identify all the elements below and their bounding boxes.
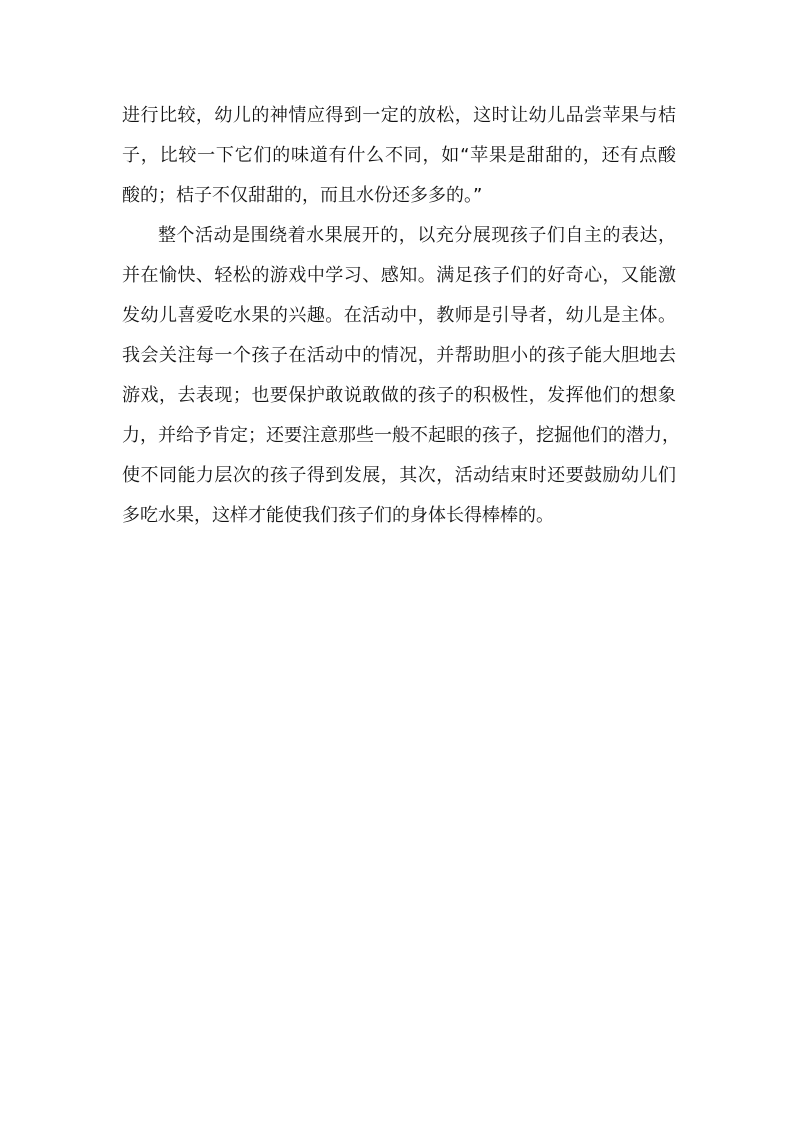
text-line: 力，并给予肯定；还要注意那些一般不起眼的孩子，挖掘他们的潜力， <box>122 425 680 446</box>
text-line: 使不同能力层次的孩子得到发展，其次，活动结束时还要鼓励幼儿们 <box>122 465 676 486</box>
paragraph-1 <box>122 96 676 216</box>
text-line: 整个活动是围绕着水果展开的，以充分展现孩子们自主的表达， <box>158 225 676 246</box>
text-line: 游戏，去表现；也要保护敢说敢做的孩子的积极性，发挥他们的想象 <box>122 385 676 406</box>
text-line: 进行比较，幼儿的神情应得到一定的放松，这时让幼儿品尝苹果与桔 <box>122 105 676 126</box>
text-line: 多吃水果，这样才能使我们孩子们的身体长得棒棒的。 <box>122 505 554 526</box>
text-line: 我会关注每一个孩子在活动中的情况，并帮助胆小的孩子能大胆地去 <box>122 345 676 366</box>
text-line: 酸的；桔子不仅甜甜的，而且水份还多多的。” <box>122 185 483 206</box>
paragraph-2 <box>122 216 680 536</box>
document-body <box>122 96 680 536</box>
text-line: 子，比较一下它们的味道有什么不同，如“苹果是甜甜的，还有点酸 <box>122 145 676 166</box>
text-line: 并在愉快、轻松的游戏中学习、感知。满足孩子们的好奇心，又能激 <box>122 265 676 286</box>
text-line: 发幼儿喜爱吃水果的兴趣。在活动中，教师是引导者，幼儿是主体。 <box>122 305 676 326</box>
